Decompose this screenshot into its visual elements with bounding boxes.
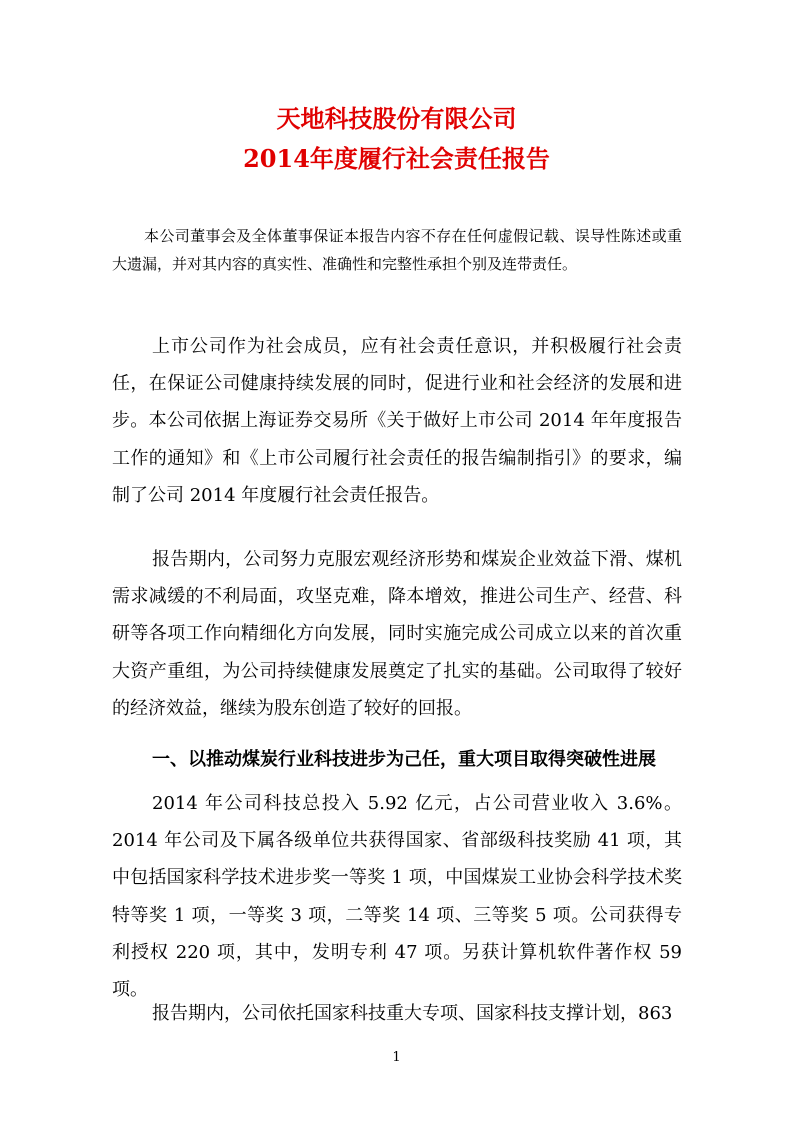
- national-projects-paragraph: 报告期内，公司依托国家科技重大专项、国家科技支撑计划，863: [152, 1003, 673, 1024]
- board-guarantee-notice: 本公司董事会及全体董事保证本报告内容不存在任何虚假记载、误导性陈述或重大遗漏，并对其内容的真实性、准确性和完整性承担个别及连带责任。: [112, 227, 682, 273]
- tech-investment-paragraph: 2014 年公司科技总投入 5.92 亿元，占公司营业收入 3.6%。2014 年公司及下属各级单位共获得国家、省部级科技奖励 41 项，其中包括国家科学技术进步奖一等奖 1 项，中国煤炭工业协会科学技术奖特等奖 1 项，一等奖 3 项，二等奖 14 项、三等奖 5 项。公司获得专利授权 220 项，其中，发明专利 47 项。另获计算机软件著作权 59 项。: [112, 793, 682, 1001]
- page-number: 1: [392, 1050, 401, 1065]
- section-heading-1: 一、以推动煤炭行业科技进步为己任，重大项目取得突破性进展: [152, 749, 656, 770]
- report-title: 2014年度履行社会责任报告: [243, 144, 550, 173]
- company-name-title: 天地科技股份有限公司: [276, 104, 517, 133]
- intro-paragraph: 上市公司作为社会成员，应有社会责任意识，并积极履行社会责任，在保证公司健康持续发展的同时，促进行业和社会经济的发展和进步。本公司依据上海证券交易所《关于做好上市公司 2014 年年度报告工作的通知》和《上市公司履行社会责任的报告编制指引》的要求，编制了公司 2014 年度履行社会责任报告。: [112, 336, 682, 506]
- reporting-period-paragraph: 报告期内，公司努力克服宏观经济形势和煤炭企业效益下滑、煤机需求减缓的不利局面，攻坚克难，降本增效，推进公司生产、经营、科研等各项工作向精细化方向发展，同时实施完成公司成立以来的首次重大资产重组，为公司持续健康发展奠定了扎实的基础。公司取得了较好的经济效益，继续为股东创造了较好的回报。: [112, 549, 682, 719]
